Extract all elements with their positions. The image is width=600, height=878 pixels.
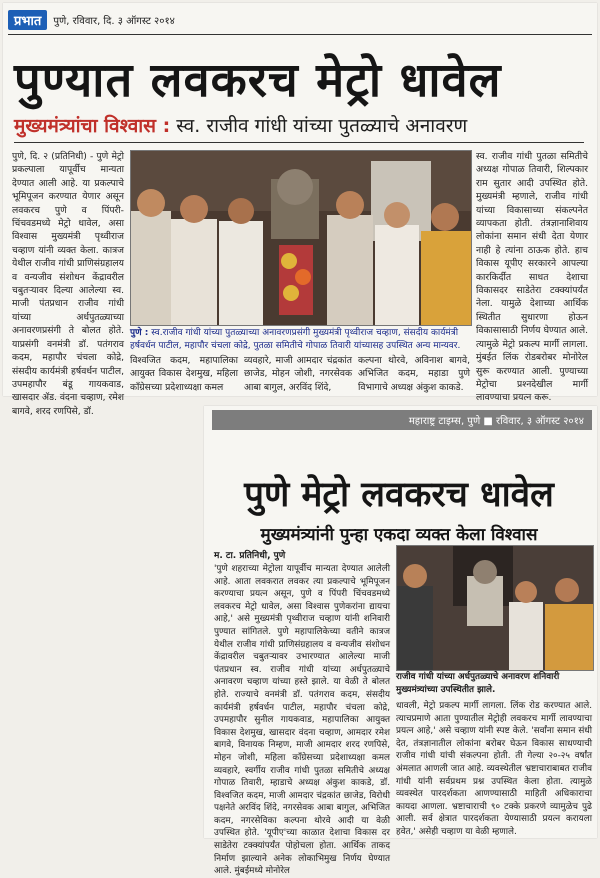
caption-label: पुणे :: [130, 328, 149, 338]
prabhat-subhead: [14, 112, 584, 138]
prabhat-logo: प्रभात: [8, 10, 47, 30]
mt-headline: पुणे मेट्रो लवकरच धावेल: [244, 475, 554, 515]
prabhat-dateline: पुणे, रविवार, दि. ३ ऑगस्ट २०१४: [53, 16, 175, 27]
prabhat-bottom-col-3: कल्पना थोरवे, अविनाश बागवे, अभिजित कदम, महाडा पुणे विभागाचे अध्यक्ष अंकुश काकडे.: [358, 355, 470, 393]
prabhat-headline: पुण्यात लवकरच मेट्रो धावेल: [14, 53, 502, 108]
prabhat-bottom-col-1: विश्वजित कदम, महापालिका आयुक्त विकास देशमुख, महिला काँग्रेसच्या प्रदेशाध्यक्षा कमल: [130, 355, 238, 393]
unveiling-photo: [397, 546, 593, 670]
prabhat-column-left: पुणे, दि. २ (प्रतिनिधी) - पुणे मेट्रो प्रकल्पाला यापूर्वीच मान्यता देण्यात आली आहे. या प्रकल्पाचे भूमिपूजन करण्यात येणार असून लवकरच पुणे व पिंपरी- चिंचवडमध्ये मेट्रो धावेल, असा विश्‍वास मुख्यमंत्री पृथ्वीराज चव्हाण यांनी व्यक्‍त केला. कात्रज येथील राजीव गांधी प्राणिसंग्रहालय व वन्यजीव संशोधन केंद्रावरील चबुतऱ्यावर दिल्या आलेल्या स्व. माजी पंतप्रधान राजीव गांधी यांच्या अर्धपुतळ्याच्या अनावरणप्रसंगी ते बोलत होते. याप्रसंगी वनमंत्री डॉ. पतंगराव कदम, महापौर चंचला कोद्रे, संसदीय कार्यमंत्री हर्षवर्धन पाटील, उपमहापौर बंडू गायकवाड, खासदार ॲड. वंदना चव्हाण, रमेश बागवे, शरद रणपिसे, डॉ.: [12, 151, 124, 417]
mt-byline: म. टा. प्रतिनिधी, पुणे: [214, 551, 286, 561]
mt-column-right: धावली, मेट्रो प्रकल्प मार्गी लागला. लिंक रोड करण्यात आले. त्याचप्रमाणे आता पुण्यातील मेट्रोही लवकरच मार्गी लावण्याचा प्रयत्न आहे,' असे चव्हाण यांनी स्पष्ट केले. 'सर्वांना समान संधी देत, तंत्रज्ञानातील लोकांना बरोबर घेऊन विकास साधण्याची राजीव गांधी यांची संकल्पना होती. ती गेल्या २०-२५ वर्षांत अंमलात आणली जात आहे. व्यवस्थेतील भ्रष्टाचाराबाबत राजीव गांधी यांनी सर्वप्रथम प्रश्न उपस्थित केला होता. त्यामुळे व्यवस्थेत पारदर्शकता आणण्यासाठी माहिती अधिकाराचा कायदा आणला. भ्रष्टाचाराची ९० टक्के प्रकरणे व्यामुळेच पुढे आली. सर्व क्षेत्रात पारदर्शकता येण्यासाठी प्रयत्न करायला हवेत,' असेही चव्हाण या वेळी म्हणाले.: [396, 701, 592, 837]
prabhat-bottom-col-2: व्यवहारे, माजी आमदार चंद्रकांत छाजेड, मोहन जोशी, नगरसेवक आबा बागुल, अरविंद शिंदे,: [244, 355, 352, 393]
prabhat-photo-caption: [130, 327, 470, 353]
caption-text: स्व.राजीव गांधी यांच्या पुतळ्याच्या अनावरणप्रसंगी मुख्यमंत्री पृथ्वीराज चव्हाण, संसदीय कार्यमंत्री हर्षवर्धन पाटील, महापौर चंचला कोद्रे, पुतळा समितीचे गोपाळ तिवारी यांच्यासह उपस्थित अन्य मान्यवर.: [130, 328, 461, 351]
masthead-rule: [8, 34, 592, 35]
prabhat-photo: [130, 150, 472, 326]
mt-subhead: मुख्यमंत्र्यांनी पुन्हा एकदा व्यक्त केला विश्वास: [260, 525, 538, 545]
prabhat-column-right: स्व. राजीव गांधी पुतळा समितीचे अध्यक्ष गोपाळ तिवारी, शिल्पकार राम सुतार आदी उपस्थित होते. मुख्यमंत्री म्हणाले, राजीव गांधी यांच्या विकासाच्या संकल्पनेत व्यापकता होती. तंत्रज्ञानाशिवाय लोकांना समान संधी देता येणार नाही हे त्यांना ठाऊक होते. हाच विकास यूपीए सरकारने आपल्या कारकिर्दीत साधत देशाचा विकासदर साडेतेरा टक्क्यांपर्यंत नेला. यामुळे देशाच्या आर्थिक स्थितीत सुधारणा होऊन विकासासाठी निर्णय घेण्यात आले. त्यामुळे मेट्रो प्रकल्प मार्गी लागला. मुंबईत लिंक रोडबरोबर मोनोरेल सुरू करण्यात आली. पुण्याच्या मेट्रोचा प्रश्‍नदेखील मार्गी लावण्याचा प्रयत्न करू.: [476, 151, 588, 404]
subhead-rule: [14, 142, 584, 143]
subhead-text: स्व. राजीव गांधी यांच्या पुतळ्याचे अनावरण: [170, 115, 468, 137]
mt-column-left: 'पुणे शहराच्या मेट्रोला यापूर्वीच मान्यता देण्यात आलेली आहे. आता लवकरात लवकर त्या प्रकल्पाचे भूमिपूजन करण्याचा प्रयत्न असून, पुणे व पिंपरी चिंचवडमध्ये लवकरच मेट्रो धावेल, असा विश्वास पुणेकरांना द्यायचा आहे,' असे मुख्यमंत्री पृथ्वीराज चव्हाण यांनी शनिवारी पुण्यात सांगितले. पुणे महापालिकेच्या वतीने कात्रज येथील राजीव गांधी प्राणिसंग्रहालय व वन्यजीव संशोधन केंद्रावरील चबुतऱ्यावर उभारण्यात आलेल्या माजी पंतप्रधान स्व. राजीव गांधी यांच्या अर्धपुतळ्याचे अनावरण चव्हाण यांच्या हस्ते झाले. या वेळी ते बोलत होते. राज्याचे वनमंत्री डॉ. पतंगराव कदम, संसदीय कार्यमंत्री हर्षवर्धन पाटील, महापौर चंचला कोद्रे, उपमहापौर सुनील गायकवाड, महापालिका आयुक्त विकास देशमुख, खासदार वंदना चव्हाण, आमदार रमेश बागवे, विनायक निम्हण, माजी आमदार शरद रणपिसे, मोहन जोशी, महिला काँग्रेसच्या प्रदेशाध्यक्षा कमल व्यवहारे, स्वर्गीय राजीव गांधी पुतळा समितीचे अध्यक्ष गोपाळ तिवारी, म्हाडाचे अध्यक्ष अंकुश काकडे, डॉ. विश्वजित कदम, माजी आमदार चंद्रकांत छाजेड, विरोधी पक्षनेते अरविंद शिंदे, नगरसेवक आबा बागुल, अभिजित कदम, नगरसेविका कल्पना थोरवे आदी या वेळी उपस्थित होते. 'यूपीए'च्या काळात देशाचा विकास दर साडेतेरा टक्क्यांपर्यंत पोहोचला होता. आर्थिक ताकद निर्माण झाल्याने अनेक लोकाभिमुख निर्णय घेण्यात आले. मुंबईमध्ये मोनोरेल: [214, 564, 390, 877]
prabhat-masthead: [8, 10, 175, 30]
statue-unveiling-photo: [131, 151, 471, 325]
subhead-highlight: मुख्यमंत्र्यांचा विश्‍वास :: [14, 115, 171, 137]
mt-photo: [396, 545, 594, 671]
mt-masthead: महाराष्ट्र टाइम्स, पुणे ■ रविवार, ३ ऑगस्ट २०१४: [212, 410, 592, 430]
mt-photo-caption: राजीव गांधी यांच्या अर्धपुतळ्याचे अनावरण शनिवारी मुख्यमंत्र्यांच्या उपस्थितीत झाले.: [396, 672, 560, 695]
